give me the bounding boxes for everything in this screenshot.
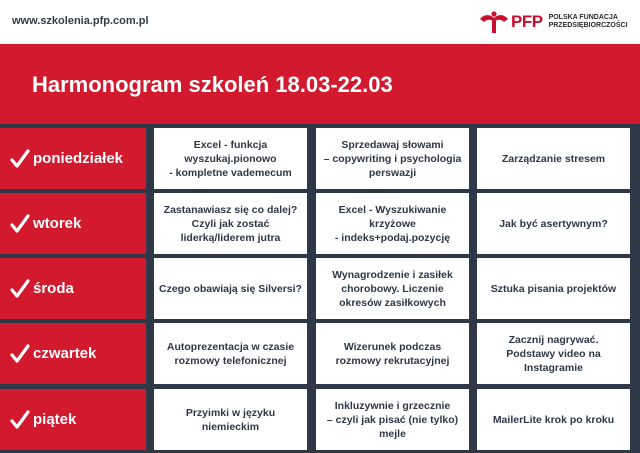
session-cell bbox=[477, 258, 630, 319]
session-title-line: Excel - Wyszukiwanie bbox=[338, 203, 447, 216]
page-title: Harmonogram szkoleń 18.03-22.03 bbox=[32, 72, 393, 97]
session-title bbox=[499, 217, 608, 231]
session-title-line: rozmowy rekrutacyjnej bbox=[335, 354, 450, 367]
session-title-line: niemieckim bbox=[201, 420, 260, 433]
session-title-line: krzyżowe bbox=[369, 217, 416, 230]
session-title-line: - indeks+podaj.pozycję bbox=[334, 231, 451, 244]
org-name-line2: PRZEDSIĘBIORCZOŚCI bbox=[548, 22, 628, 29]
session-title bbox=[506, 333, 601, 375]
session-title bbox=[335, 203, 450, 245]
session-title bbox=[502, 152, 605, 166]
session-title-line: okresów zasiłkowych bbox=[339, 296, 446, 309]
session-cell bbox=[316, 389, 469, 450]
session-title-line: Wizerunek podczas bbox=[343, 340, 442, 353]
session-cell bbox=[154, 389, 307, 450]
title-banner bbox=[0, 44, 640, 124]
day-name: czwartek bbox=[33, 345, 97, 362]
session-cell bbox=[316, 258, 469, 319]
checkmark-icon bbox=[10, 214, 30, 234]
session-title-line: Zacznij nagrywać. bbox=[508, 333, 599, 346]
session-title bbox=[169, 138, 292, 180]
checkmark-icon bbox=[10, 344, 30, 364]
org-name bbox=[549, 14, 628, 30]
day-name: środa bbox=[33, 280, 74, 297]
session-cell bbox=[477, 193, 630, 254]
session-title bbox=[186, 406, 275, 434]
session-title-line: wyszukaj.pionowo bbox=[184, 152, 277, 165]
session-title-line: MailerLite krok po kroku bbox=[492, 413, 615, 426]
session-cell bbox=[477, 323, 630, 384]
session-title-line: Sprzedawaj słowami bbox=[341, 138, 444, 151]
session-title-line: - kompletne vademecum bbox=[169, 166, 292, 179]
session-title-line: Zastanawiasz się co dalej? bbox=[163, 203, 298, 216]
session-title bbox=[327, 399, 458, 441]
session-title-line: Czego obawiają się Silversi? bbox=[159, 282, 302, 295]
session-title-line: Podstawy video na bbox=[506, 347, 601, 360]
day-name: poniedziałek bbox=[33, 150, 124, 167]
session-title-line: Instagramie bbox=[524, 361, 583, 374]
session-cell bbox=[154, 193, 307, 254]
session-cell bbox=[154, 128, 307, 189]
session-title bbox=[491, 282, 616, 296]
session-title-line: Autoprezentacja w czasie bbox=[166, 340, 295, 353]
day-name: piątek bbox=[33, 411, 77, 428]
pfp-logo bbox=[478, 9, 628, 35]
session-title bbox=[159, 282, 302, 296]
day-label-2 bbox=[0, 258, 146, 319]
checkmark-icon bbox=[10, 410, 30, 430]
session-title-line: – copywriting i psychologia bbox=[323, 152, 462, 165]
session-title-line: liderką/liderem jutra bbox=[180, 231, 281, 244]
session-title-line: Przyimki w języku bbox=[185, 406, 276, 419]
session-title-line: – czyli jak pisać (nie tylko) bbox=[326, 413, 459, 426]
session-title-line: perswazji bbox=[368, 166, 417, 179]
session-title-line: Czyli jak zostać bbox=[191, 217, 270, 230]
session-title bbox=[336, 340, 450, 368]
session-cell bbox=[154, 258, 307, 319]
session-title-line: chorobowy. Liczenie bbox=[341, 282, 444, 295]
session-title-line: Excel - funkcja bbox=[193, 138, 268, 151]
session-title-line: Wynagrodzenie i zasiłek bbox=[332, 268, 453, 281]
session-cell bbox=[316, 128, 469, 189]
session-cell bbox=[316, 193, 469, 254]
session-title bbox=[164, 203, 298, 245]
session-cell bbox=[477, 128, 630, 189]
top-bar bbox=[0, 0, 640, 44]
session-cell bbox=[316, 323, 469, 384]
session-title bbox=[324, 138, 462, 180]
session-title-line: Jak być asertywnym? bbox=[499, 217, 608, 230]
day-label-3 bbox=[0, 323, 146, 384]
session-title-line: Inkluzywnie i grzecznie bbox=[334, 399, 451, 412]
day-label-1 bbox=[0, 193, 146, 254]
checkmark-icon bbox=[10, 279, 30, 299]
pfp-logo-icon bbox=[478, 10, 510, 34]
session-cell bbox=[477, 389, 630, 450]
day-label-0 bbox=[0, 128, 146, 189]
checkmark-icon bbox=[10, 149, 30, 169]
site-url[interactable]: www.szkolenia.pfp.com.pl bbox=[12, 15, 149, 27]
session-title bbox=[493, 413, 614, 427]
schedule-grid bbox=[0, 124, 640, 453]
session-title-line: Sztuka pisania projektów bbox=[490, 282, 617, 295]
session-title-line: mejle bbox=[379, 427, 406, 440]
session-title bbox=[332, 268, 453, 310]
session-cell bbox=[154, 323, 307, 384]
day-label-4 bbox=[0, 389, 146, 450]
org-name-line1: POLSKA FUNDACJA bbox=[548, 14, 618, 21]
session-title bbox=[167, 340, 294, 368]
logo-wordmark: PFP bbox=[511, 12, 543, 31]
session-title-line: rozmowy telefonicznej bbox=[174, 354, 287, 367]
day-name: wtorek bbox=[33, 215, 82, 232]
session-title-line: Zarządzanie stresem bbox=[501, 152, 606, 165]
